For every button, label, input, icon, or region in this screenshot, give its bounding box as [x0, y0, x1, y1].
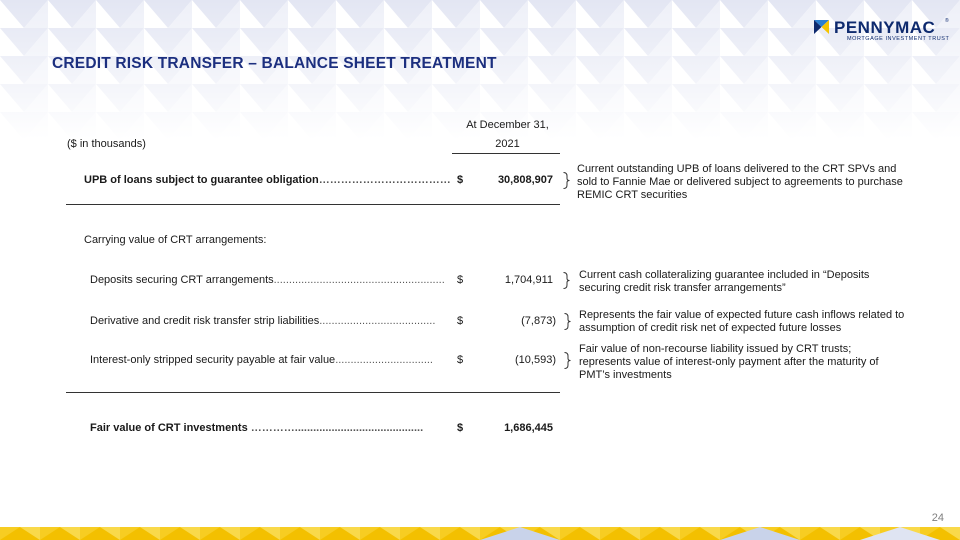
logo-trademark: ®: [945, 18, 949, 24]
upb-label: UPB of loans subject to guarantee obligation: [84, 174, 319, 186]
pennymac-logo: [814, 18, 954, 48]
derivative-currency: $: [457, 315, 464, 327]
total-currency: $: [457, 422, 464, 434]
page-number: 24: [931, 512, 944, 524]
page-title: CREDIT RISK TRANSFER – BALANCE SHEET TREATMENT: [52, 55, 497, 72]
upb-rule: [66, 204, 560, 205]
io-strip-currency: $: [457, 354, 464, 366]
total-rule: [66, 392, 560, 393]
pennymac-logo-mark-icon: [814, 20, 829, 34]
logo-subtitle: MORTGAGE INVESTMENT TRUST: [847, 36, 950, 42]
deposits-leader: ........................................................: [273, 274, 445, 286]
derivative-label: Derivative and credit risk transfer strip liabilities: [90, 315, 320, 327]
total-value: 1,686,445: [504, 422, 553, 434]
io-strip-note: Fair value of non-recourse liability issued by CRT trusts; represents value of interest-only payment after the maturity of PMT’s investments: [579, 343, 879, 381]
deposits-value: 1,704,911: [504, 274, 553, 286]
upb-row-label: [84, 174, 451, 186]
deposits-currency: $: [457, 274, 464, 286]
logo-name: PENNYMAC: [834, 18, 936, 37]
right-brace-icon: [564, 352, 571, 369]
table-row-label: [90, 354, 433, 366]
io-strip-label: Interest-only stripped security payable at fair value: [90, 354, 336, 366]
units-label: ($ in thousands): [67, 138, 146, 150]
derivative-note: Represents the fair value of expected future cash inflows related to assumption of credit risk net of expected future losses: [579, 309, 905, 334]
table-row-label: [90, 315, 435, 327]
derivative-leader: ......................................: [319, 315, 436, 327]
upb-note: Current outstanding UPB of loans delivered to the CRT SPVs and sold to Fannie Mae or delivered subject to agreements to purchase REMIC CRT securities: [577, 163, 903, 201]
upb-currency: $: [457, 174, 464, 186]
table-row-label: [90, 274, 445, 286]
header-rule: [452, 153, 560, 154]
deposits-note: Current cash collateralizing guarantee included in “Deposits securing credit risk transfer arrangements”: [579, 269, 870, 294]
bottom-decorative-bar: [0, 527, 960, 540]
io-strip-leader: ................................: [335, 354, 433, 366]
right-brace-icon: [563, 172, 570, 189]
total-leader: …………..........................................: [250, 422, 424, 434]
column-header: At December 31, 2021: [466, 119, 549, 150]
right-brace-icon: [564, 313, 571, 330]
carrying-heading: Carrying value of CRT arrangements:: [84, 234, 267, 246]
derivative-value: (7,873): [521, 315, 556, 327]
io-strip-value: (10,593): [515, 354, 556, 366]
deposits-label: Deposits securing CRT arrangements: [90, 274, 274, 286]
right-brace-icon: [563, 272, 570, 289]
upb-leader: ………………………………: [318, 174, 451, 186]
total-row-label: [90, 422, 423, 434]
upb-value: 30,808,907: [497, 174, 553, 186]
total-label: Fair value of CRT investments: [90, 422, 251, 434]
